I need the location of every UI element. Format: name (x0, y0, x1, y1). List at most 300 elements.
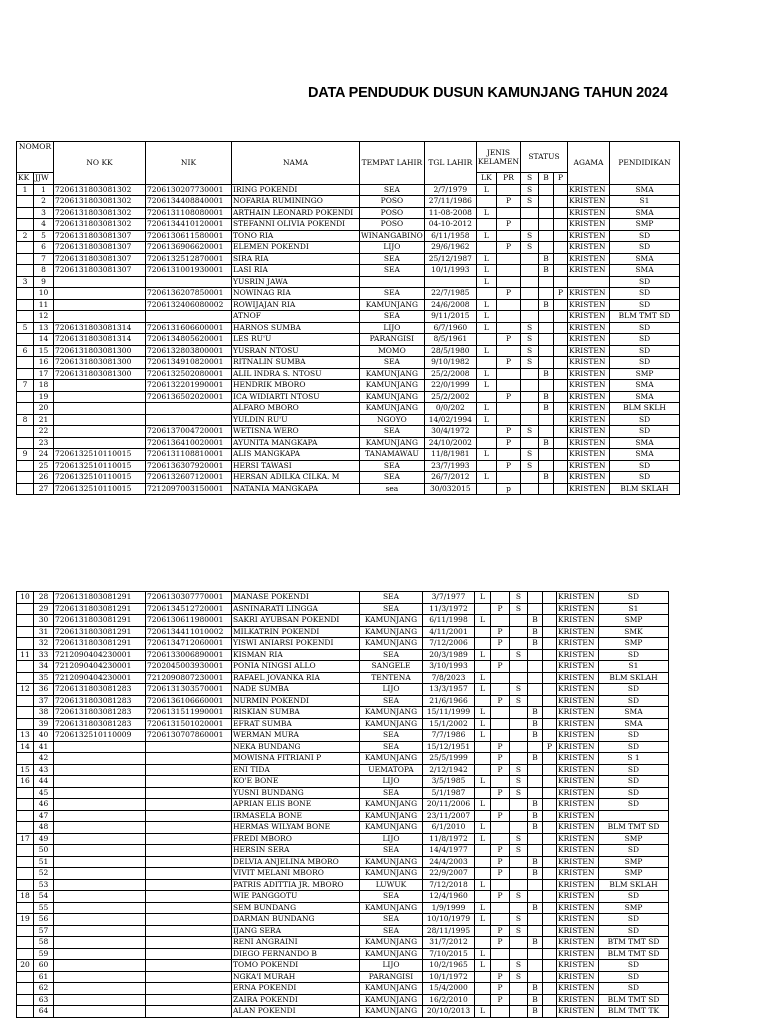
cell-agama: KRISTEN (557, 960, 599, 972)
cell-b (528, 948, 543, 960)
cell-no-kk: 7206131803081291 (54, 592, 146, 604)
cell-nama: ATNOF (232, 311, 360, 323)
cell-kk (17, 707, 34, 719)
cell-tempat-lahir: KAMUNJANG (360, 902, 423, 914)
cell-p (554, 242, 568, 254)
table-row (17, 472, 680, 484)
cell-pendidikan: SD (610, 357, 680, 369)
cell-agama: KRISTEN (557, 592, 599, 604)
cell-s (510, 868, 528, 880)
cell-kk (17, 368, 34, 380)
cell-lk: L (475, 879, 491, 891)
cell-agama: KRISTEN (568, 437, 610, 449)
header-status: STATUS (521, 142, 568, 173)
cell-no-kk: 7206131803081302 (54, 219, 146, 231)
cell-pendidikan: SMK (599, 626, 669, 638)
cell-tgl-lahir: 7/12/2006 (423, 638, 475, 650)
cell-pendidikan: SMP (599, 856, 669, 868)
cell-lk (476, 391, 496, 403)
cell-pr (491, 684, 510, 696)
cell-b: B (539, 299, 554, 311)
cell-nik (146, 948, 232, 960)
cell-s (521, 368, 539, 380)
cell-p (543, 925, 557, 937)
cell-no-kk (54, 764, 146, 776)
cell-b: B (528, 1006, 543, 1018)
cell-lk (475, 753, 491, 765)
cell-tgl-lahir: 4/11/2001 (423, 626, 475, 638)
header-no-kk: NO KK (54, 142, 146, 185)
cell-p (543, 603, 557, 615)
cell-s: S (521, 426, 539, 438)
cell-nama: WIE PANGGOTU (232, 891, 360, 903)
cell-agama: KRISTEN (568, 391, 610, 403)
cell-kk (17, 253, 34, 265)
cell-lk: L (476, 345, 496, 357)
cell-b (528, 603, 543, 615)
cell-pr (497, 368, 521, 380)
cell-tgl-lahir: 25/2/2002 (424, 391, 476, 403)
cell-pendidikan: SD (599, 776, 669, 788)
cell-b: B (528, 638, 543, 650)
cell-lk (475, 891, 491, 903)
cell-tgl-lahir: 30/032015 (424, 483, 476, 495)
cell-tgl-lahir: 20/10/2013 (423, 1006, 475, 1018)
cell-s: S (521, 242, 539, 254)
cell-nama: ALIS MANGKAPA (232, 449, 360, 461)
table-row (17, 253, 680, 265)
cell-jjw: 51 (34, 856, 54, 868)
cell-jjw: 23 (34, 437, 54, 449)
cell-b: B (539, 403, 554, 415)
cell-pendidikan: SD (599, 845, 669, 857)
header-agama: AGAMA (568, 142, 610, 185)
cell-kk (17, 971, 34, 983)
cell-agama: KRISTEN (568, 230, 610, 242)
cell-lk: L (475, 615, 491, 627)
cell-jjw: 1 (34, 184, 54, 196)
cell-tempat-lahir: PARANGISI (360, 334, 425, 346)
cell-tgl-lahir: 28/5/1980 (424, 345, 476, 357)
cell-nama: MOWISNA FITRIANI P (232, 753, 360, 765)
cell-pr (497, 449, 521, 461)
cell-lk (475, 787, 491, 799)
cell-agama: KRISTEN (557, 971, 599, 983)
cell-s: S (521, 449, 539, 461)
cell-b: B (539, 391, 554, 403)
cell-s (510, 983, 528, 995)
cell-agama: KRISTEN (557, 891, 599, 903)
cell-agama (568, 276, 610, 288)
cell-nik (146, 1006, 232, 1018)
cell-jjw: 63 (34, 994, 54, 1006)
cell-kk (17, 426, 34, 438)
cell-agama: KRISTEN (557, 661, 599, 673)
cell-lk: L (475, 592, 491, 604)
table-row (17, 741, 669, 753)
cell-pr: P (491, 764, 510, 776)
cell-jjw: 39 (34, 718, 54, 730)
cell-no-kk: 7206131803081307 (54, 230, 146, 242)
cell-agama: KRISTEN (557, 730, 599, 742)
cell-pendidikan: S1 (599, 603, 669, 615)
cell-tgl-lahir: 15/1/2002 (423, 718, 475, 730)
table-row (17, 649, 669, 661)
cell-lk: L (475, 914, 491, 926)
header-jjw: JJW (34, 173, 54, 185)
cell-pendidikan: SMA (599, 707, 669, 719)
cell-p (543, 649, 557, 661)
cell-b (528, 684, 543, 696)
cell-jjw: 44 (34, 776, 54, 788)
cell-jjw: 40 (34, 730, 54, 742)
cell-agama: KRISTEN (568, 219, 610, 231)
table-row (17, 276, 680, 288)
cell-jjw: 22 (34, 426, 54, 438)
cell-no-kk (54, 810, 146, 822)
table-row (17, 707, 669, 719)
cell-tgl-lahir: 04-10-2012 (424, 219, 476, 231)
cell-pr: P (491, 626, 510, 638)
cell-nama: ZAIRA POKENDI (232, 994, 360, 1006)
cell-s (510, 730, 528, 742)
cell-lk (475, 845, 491, 857)
cell-b (539, 357, 554, 369)
cell-nama: MANASE POKENDI (232, 592, 360, 604)
table-row (17, 810, 669, 822)
cell-nik: 7206130307770001 (146, 592, 232, 604)
cell-tempat-lahir: KAMUNJANG (360, 368, 425, 380)
cell-s (521, 472, 539, 484)
cell-b (539, 460, 554, 472)
cell-jjw: 64 (34, 1006, 54, 1018)
cell-agama: KRISTEN (557, 707, 599, 719)
header-lk: LK (476, 173, 496, 185)
cell-p (543, 661, 557, 673)
cell-nik (146, 311, 232, 323)
cell-s: S (510, 891, 528, 903)
cell-agama: KRISTEN (568, 460, 610, 472)
table-row (17, 483, 680, 495)
cell-tgl-lahir: 26/7/2012 (424, 472, 476, 484)
cell-tempat-lahir: POSO (360, 196, 425, 208)
cell-jjw: 54 (34, 891, 54, 903)
cell-pendidikan: SD (610, 334, 680, 346)
cell-s: S (510, 603, 528, 615)
cell-jjw: 4 (34, 219, 54, 231)
cell-kk: 16 (17, 776, 34, 788)
cell-b: B (528, 707, 543, 719)
cell-nama: HERSIN SERA (232, 845, 360, 857)
cell-p (543, 937, 557, 949)
cell-tempat-lahir: KAMUNJANG (360, 856, 423, 868)
cell-nik (146, 810, 232, 822)
cell-agama: KRISTEN (557, 925, 599, 937)
cell-b: B (539, 253, 554, 265)
cell-b (528, 649, 543, 661)
cell-s: S (510, 845, 528, 857)
cell-p (543, 707, 557, 719)
cell-pr (497, 230, 521, 242)
cell-s (510, 879, 528, 891)
cell-nik: 7206130611580001 (146, 230, 232, 242)
cell-jjw: 7 (34, 253, 54, 265)
cell-pr (491, 718, 510, 730)
cell-b: B (528, 902, 543, 914)
cell-pr (491, 1006, 510, 1018)
cell-jjw: 37 (34, 695, 54, 707)
cell-b (539, 184, 554, 196)
cell-tempat-lahir: LIJO (360, 776, 423, 788)
cell-kk: 3 (17, 276, 34, 288)
cell-pr (497, 253, 521, 265)
cell-jjw: 25 (34, 460, 54, 472)
cell-tempat-lahir: KAMUNJANG (360, 799, 423, 811)
table-row (17, 914, 669, 926)
cell-lk: L (476, 253, 496, 265)
cell-kk (17, 799, 34, 811)
cell-no-kk: 7206131803081314 (54, 322, 146, 334)
cell-nik: 7206132607120001 (146, 472, 232, 484)
cell-s: S (521, 460, 539, 472)
cell-kk (17, 695, 34, 707)
cell-nama: ENI TIDA (232, 764, 360, 776)
cell-agama: KRISTEN (568, 426, 610, 438)
cell-pr (491, 707, 510, 719)
cell-nik: 7202045003930001 (146, 661, 232, 673)
cell-nama: DARMAN BUNDANG (232, 914, 360, 926)
cell-tgl-lahir: 7/8/2023 (423, 672, 475, 684)
cell-no-kk (54, 391, 146, 403)
cell-no-kk (54, 914, 146, 926)
table-body-bottom (17, 592, 669, 1018)
cell-nik: 7206132512870001 (146, 253, 232, 265)
cell-kk (17, 994, 34, 1006)
cell-jjw: 57 (34, 925, 54, 937)
cell-pr: P (497, 460, 521, 472)
cell-no-kk: 7206131803081283 (54, 718, 146, 730)
cell-pr (491, 948, 510, 960)
cell-s: S (510, 925, 528, 937)
cell-nik (146, 822, 232, 834)
cell-p (554, 357, 568, 369)
cell-p (543, 983, 557, 995)
cell-lk (475, 626, 491, 638)
cell-kk (17, 460, 34, 472)
cell-agama: KRISTEN (557, 776, 599, 788)
cell-s (521, 403, 539, 415)
table-row (17, 925, 669, 937)
cell-kk (17, 219, 34, 231)
cell-nik (146, 403, 232, 415)
cell-no-kk: 7206131803081283 (54, 707, 146, 719)
header-tempat-lahir: TEMPAT LAHIR (360, 142, 425, 185)
cell-p (543, 626, 557, 638)
cell-p (543, 845, 557, 857)
population-table-top (16, 141, 680, 495)
cell-s: S (521, 230, 539, 242)
cell-pr: P (491, 937, 510, 949)
cell-tempat-lahir: SEA (360, 265, 425, 277)
header-s: S (521, 173, 539, 185)
cell-kk: 2 (17, 230, 34, 242)
cell-jjw: 18 (34, 380, 54, 392)
cell-tgl-lahir: 15/4/2000 (423, 983, 475, 995)
cell-tempat-lahir: KAMUNJANG (360, 1006, 423, 1018)
cell-kk: 13 (17, 730, 34, 742)
cell-tgl-lahir: 23/11/2007 (423, 810, 475, 822)
table-row (17, 626, 669, 638)
cell-pr: P (497, 219, 521, 231)
cell-s (510, 822, 528, 834)
cell-nik: 7206130611980001 (146, 615, 232, 627)
cell-jjw: 24 (34, 449, 54, 461)
cell-tempat-lahir: POSO (360, 219, 425, 231)
cell-agama: KRISTEN (568, 483, 610, 495)
cell-nama: LES RU'U (232, 334, 360, 346)
cell-pr (497, 380, 521, 392)
cell-pendidikan: SD (599, 891, 669, 903)
cell-b (539, 345, 554, 357)
cell-nama: NOWINAG RIA (232, 288, 360, 300)
cell-pr (497, 414, 521, 426)
cell-kk (17, 472, 34, 484)
cell-s (510, 661, 528, 673)
cell-lk: L (475, 1006, 491, 1018)
cell-pr: P (491, 856, 510, 868)
cell-lk: L (476, 380, 496, 392)
cell-tempat-lahir: SEA (360, 460, 425, 472)
cell-tempat-lahir: KAMUNJANG (360, 437, 425, 449)
cell-b (539, 219, 554, 231)
cell-nama: NURMIN POKENDI (232, 695, 360, 707)
cell-jjw: 17 (34, 368, 54, 380)
cell-p (543, 1006, 557, 1018)
cell-pendidikan: SMA (610, 265, 680, 277)
cell-pr: P (497, 391, 521, 403)
table-row (17, 787, 669, 799)
cell-nik: 7206136906620001 (146, 242, 232, 254)
cell-tempat-lahir: TENTENA (360, 672, 423, 684)
cell-no-kk (54, 937, 146, 949)
cell-pendidikan: SD (610, 242, 680, 254)
cell-lk: L (476, 265, 496, 277)
cell-pr (491, 730, 510, 742)
cell-pr: P (497, 437, 521, 449)
cell-tempat-lahir: KAMUNJANG (360, 868, 423, 880)
cell-nik: 7206134512720001 (146, 603, 232, 615)
cell-b (528, 960, 543, 972)
cell-lk (475, 695, 491, 707)
cell-s: S (510, 764, 528, 776)
cell-lk: L (476, 299, 496, 311)
cell-tempat-lahir: KAMUNJANG (360, 299, 425, 311)
cell-no-kk (54, 960, 146, 972)
cell-tgl-lahir: 7/12/2018 (423, 879, 475, 891)
cell-p (543, 787, 557, 799)
cell-kk: 8 (17, 414, 34, 426)
cell-nama: IRMASELA BONE (232, 810, 360, 822)
cell-tempat-lahir: KAMUNJANG (360, 983, 423, 995)
cell-no-kk (54, 741, 146, 753)
cell-b (539, 449, 554, 461)
cell-pr: P (491, 983, 510, 995)
cell-nik (146, 414, 232, 426)
cell-b (539, 426, 554, 438)
cell-kk: 1 (17, 184, 34, 196)
cell-pendidikan: BLM TMT SD (610, 311, 680, 323)
cell-nik (146, 914, 232, 926)
cell-tempat-lahir: SEA (360, 184, 425, 196)
cell-kk (17, 822, 34, 834)
cell-agama: KRISTEN (557, 626, 599, 638)
cell-nama: ASNINARATI LINGGA (232, 603, 360, 615)
cell-p (554, 230, 568, 242)
cell-b (539, 380, 554, 392)
cell-p: P (543, 741, 557, 753)
cell-nama: ALAN POKENDI (232, 1006, 360, 1018)
cell-kk: 6 (17, 345, 34, 357)
cell-p (543, 960, 557, 972)
cell-jjw: 35 (34, 672, 54, 684)
cell-lk (476, 437, 496, 449)
cell-pr: P (491, 741, 510, 753)
cell-s: S (521, 196, 539, 208)
table-row (17, 437, 680, 449)
cell-p (554, 207, 568, 219)
cell-kk: 20 (17, 960, 34, 972)
cell-agama: KRISTEN (568, 345, 610, 357)
table-row (17, 603, 669, 615)
cell-b: B (539, 368, 554, 380)
header-nomor: NOMOR (17, 142, 54, 173)
cell-tgl-lahir: 6/1/2010 (423, 822, 475, 834)
cell-no-kk (54, 902, 146, 914)
cell-pr: P (491, 925, 510, 937)
cell-pr: P (491, 868, 510, 880)
cell-jjw: 48 (34, 822, 54, 834)
cell-pendidikan: SMA (610, 184, 680, 196)
cell-nik (146, 741, 232, 753)
cell-no-kk (54, 414, 146, 426)
cell-tgl-lahir: 11/3/1972 (423, 603, 475, 615)
table-row (17, 311, 680, 323)
table-row (17, 764, 669, 776)
cell-pendidikan: SD (599, 695, 669, 707)
cell-s (521, 391, 539, 403)
cell-tgl-lahir: 13/3/1957 (423, 684, 475, 696)
cell-jjw: 9 (34, 276, 54, 288)
cell-pendidikan: SD (599, 983, 669, 995)
cell-kk: 11 (17, 649, 34, 661)
cell-tempat-lahir: LIJO (360, 684, 423, 696)
cell-agama: KRISTEN (557, 649, 599, 661)
cell-p (543, 810, 557, 822)
cell-pendidikan: SD (599, 730, 669, 742)
cell-pendidikan: SD (610, 460, 680, 472)
cell-no-kk: 7206131803081291 (54, 626, 146, 638)
cell-pr: P (497, 334, 521, 346)
cell-tempat-lahir: KAMUNJANG (360, 994, 423, 1006)
cell-nama: PATRIS ADITTIA JR. MBORO (232, 879, 360, 891)
cell-p (543, 764, 557, 776)
cell-lk (476, 288, 496, 300)
table-row (17, 971, 669, 983)
cell-tempat-lahir: KAMUNJANG (360, 810, 423, 822)
cell-lk (476, 196, 496, 208)
cell-agama: KRISTEN (557, 914, 599, 926)
cell-lk: L (476, 311, 496, 323)
